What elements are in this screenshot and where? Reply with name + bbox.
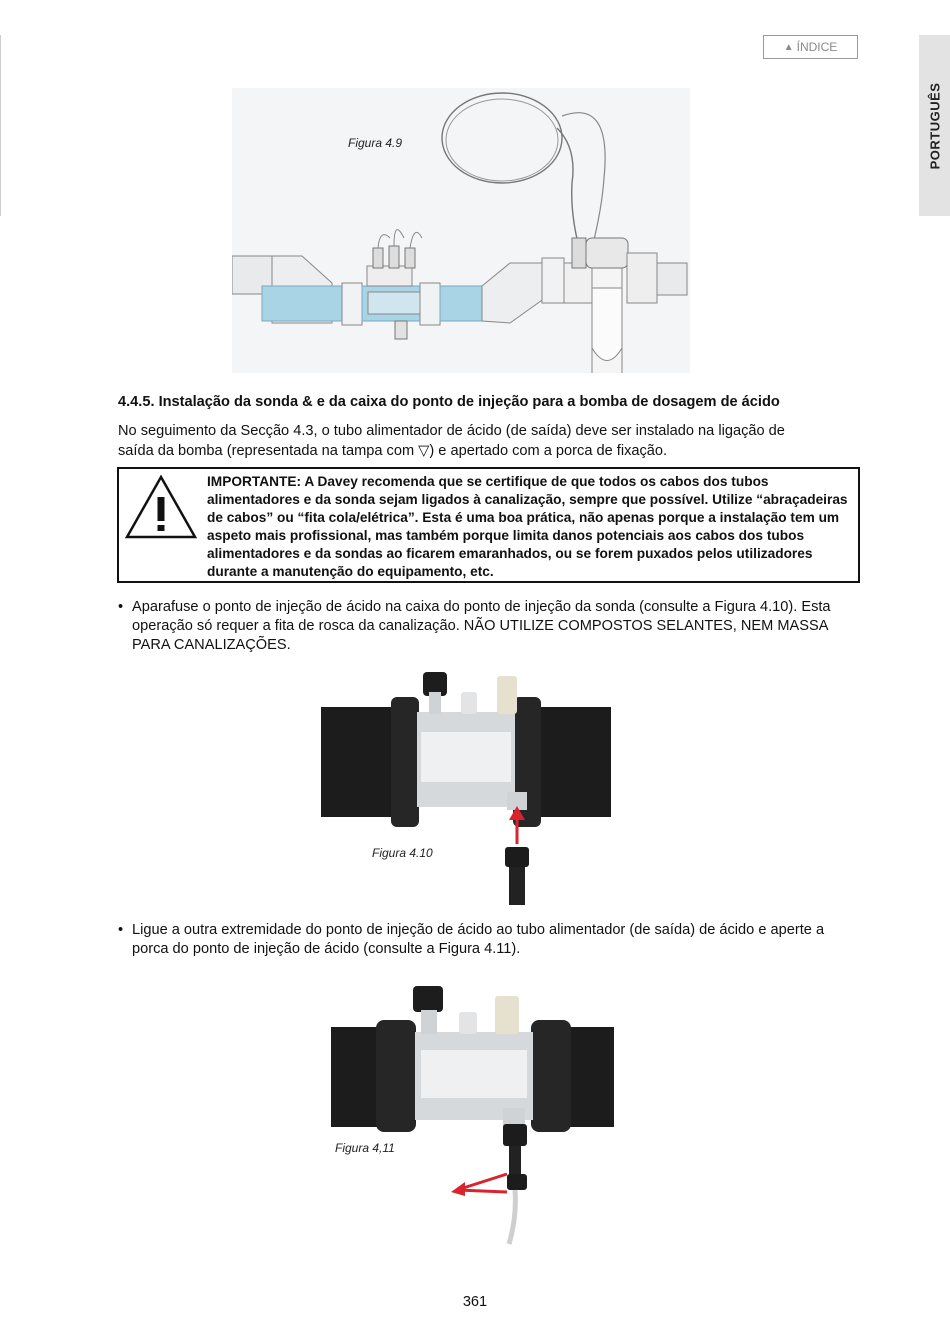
figure-4-10-caption: Figura 4.10 <box>372 846 433 860</box>
figure-4-9 <box>232 88 690 373</box>
warning-box <box>117 467 860 583</box>
figure-4-9-illustration <box>232 88 690 373</box>
figure-4-10-photo <box>321 662 611 910</box>
bullet-item-2 <box>118 921 863 959</box>
bullet-dot: • <box>118 922 124 938</box>
bullet-item-1 <box>118 598 863 655</box>
bullet-text-1: Aparafuse o ponto de injeção de ácido na caixa do ponto de injeção da sonda (consulte a Figura 4.10). Esta operação só requer a fita de rosca da canalização. NÃO UTILIZE COMPOSTOS SELANTES, NEM MASSA PARA CANALIZAÇÕES. <box>132 599 831 653</box>
page-number: 361 <box>462 1294 488 1310</box>
warning-icon-area <box>119 469 204 580</box>
warning-triangle-icon <box>119 469 204 580</box>
intro-line-1: No seguimento da Secção 4.3, o tubo alimentador de ácido (de saída) deve ser instalado na ligação de <box>118 423 785 439</box>
triangle-up-icon: ▲ <box>783 41 794 53</box>
intro-paragraph <box>118 421 860 461</box>
language-tab-label: PORTUGUÊS <box>927 82 942 169</box>
figure-4-11-caption: Figura 4,11 <box>335 1141 395 1155</box>
index-button[interactable] <box>763 35 858 59</box>
language-tab <box>919 35 950 216</box>
figure-4-10 <box>321 662 611 910</box>
warning-text: IMPORTANTE: A Davey recomenda que se certifique de que todos os cabos dos tubos alimentadores e da sonda sejam ligados à canalização, sempre que possível. Utilize “abraçadeiras de cabos” ou “fita cola/elétrica”. Esta é uma boa prática, não apenas porque a instalação tem um aspeto mais profissional, mas também porque limita danos potenciais aos cabos dos tubos alimentadores e da sondas ao ficarem emaranhados, ou se forem puxados pelos utilizadores durante a manutenção do equipamento, etc. <box>207 474 848 579</box>
bullet-text-2: Ligue a outra extremidade do ponto de injeção de ácido ao tubo alimentador (de saída) de ácido e aperte a porca do ponto de injeção de ácido (consulte a Figura 4.11). <box>132 922 825 957</box>
bullet-dot: • <box>118 599 124 615</box>
index-button-label: ÍNDICE <box>796 40 838 54</box>
intro-line-2: saída da bomba (representada na tampa com ▽) e apertado com a porca de fixação. <box>118 443 668 459</box>
figure-4-11 <box>331 982 614 1247</box>
margin-rule <box>0 35 1 216</box>
figure-4-9-caption: Figura 4.9 <box>348 136 403 150</box>
figure-4-11-photo <box>331 982 614 1247</box>
section-title: 4.4.5. Instalação da sonda & e da caixa do ponto de injeção para a bomba de dosagem de ácido <box>118 394 780 410</box>
